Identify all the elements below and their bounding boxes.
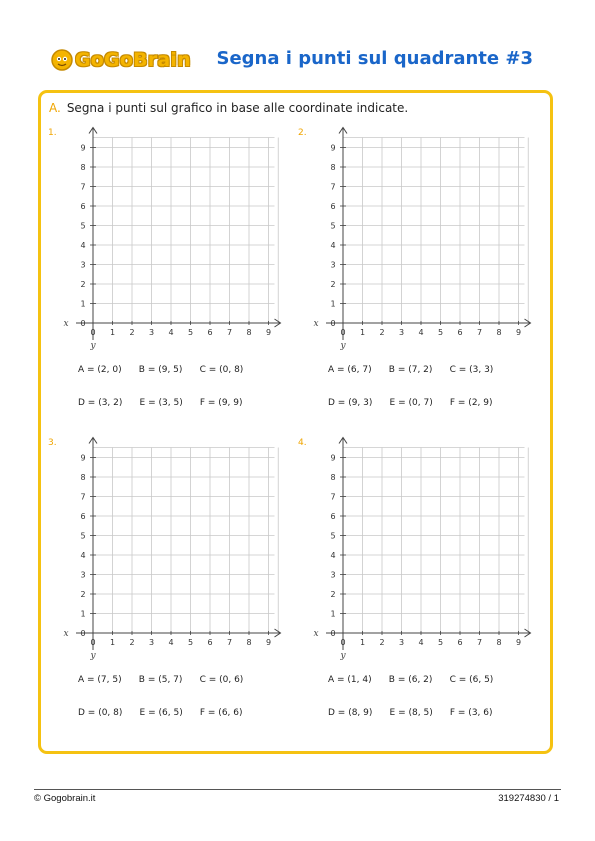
x-tick-label: 1 (359, 328, 366, 337)
y-tick-label: 7 (80, 182, 86, 192)
x-tick-label: 3 (398, 328, 405, 337)
coordinate-grid[interactable] (298, 438, 538, 668)
x-tick-label: 5 (437, 638, 444, 647)
x-tick-label: 3 (148, 328, 155, 337)
x-tick-label: 4 (418, 638, 424, 647)
exercise-number: 4. (298, 438, 307, 448)
coordinates-row-1: A = (6, 7) B = (7, 2) C = (3, 3) (328, 365, 494, 375)
x-axis-label: x (63, 629, 69, 639)
y-axis-label: y (340, 651, 346, 661)
y-tick-label: 2 (330, 590, 336, 599)
y-tick-label: 0 (80, 319, 86, 328)
x-tick-label: 6 (207, 328, 213, 337)
x-tick-label: 6 (457, 328, 463, 337)
y-tick-label: 1 (330, 299, 336, 309)
y-axis-label: y (340, 341, 346, 351)
coordinate-grid[interactable] (298, 128, 538, 358)
exercise-4 (298, 438, 538, 738)
footer-divider (34, 789, 561, 790)
coordinates-row-2: D = (3, 2) E = (3, 5) F = (9, 9) (78, 398, 243, 408)
footer-copyright: © Gogobrain.it (34, 793, 96, 804)
x-tick-label: 8 (246, 638, 252, 647)
coordinates-row-1: A = (2, 0) B = (9, 5) C = (0, 8) (78, 365, 244, 375)
y-tick-label: 5 (330, 531, 336, 541)
x-tick-label: 9 (265, 638, 272, 647)
y-tick-label: 2 (330, 280, 336, 289)
y-axis-label: y (90, 341, 96, 351)
coordinates-row-2: D = (0, 8) E = (6, 5) F = (6, 6) (78, 708, 243, 718)
exercise-number: 1. (48, 128, 57, 138)
y-tick-label: 1 (330, 609, 336, 619)
x-tick-label: 8 (496, 638, 502, 647)
instruction (49, 101, 408, 115)
x-tick-label: 8 (246, 328, 252, 337)
y-tick-label: 2 (80, 280, 86, 289)
exercise-3 (48, 438, 288, 738)
y-tick-label: 8 (80, 473, 86, 482)
footer-page-id: 319274830 / 1 (498, 793, 559, 804)
x-tick-label: 7 (226, 328, 233, 337)
y-tick-label: 0 (330, 319, 336, 328)
page-title: Segna i punti sul quadrante #3 (216, 48, 533, 69)
y-tick-label: 6 (80, 202, 86, 211)
coordinates-row-1: A = (7, 5) B = (5, 7) C = (0, 6) (78, 675, 244, 685)
x-tick-label: 7 (476, 328, 483, 337)
exercise-number: 3. (48, 438, 57, 448)
x-tick-label: 5 (187, 638, 194, 647)
y-tick-label: 3 (330, 570, 336, 580)
exercise-number: 2. (298, 128, 307, 138)
brain-mascot-icon (51, 49, 73, 71)
y-tick-label: 8 (330, 163, 336, 172)
y-tick-label: 3 (80, 260, 86, 270)
coordinate-grid[interactable] (48, 128, 288, 358)
x-axis-label: x (313, 629, 319, 639)
x-tick-label: 0 (340, 638, 346, 647)
x-tick-label: 7 (226, 638, 233, 647)
x-tick-label: 4 (168, 328, 174, 337)
y-tick-label: 1 (80, 609, 86, 619)
x-tick-label: 6 (207, 638, 213, 647)
x-tick-label: 3 (398, 638, 405, 647)
y-tick-label: 8 (330, 473, 336, 482)
y-tick-label: 7 (330, 492, 336, 502)
y-tick-label: 8 (80, 163, 86, 172)
x-tick-label: 9 (265, 328, 272, 337)
y-tick-label: 1 (80, 299, 86, 309)
x-tick-label: 2 (379, 328, 385, 337)
x-tick-label: 0 (90, 638, 96, 647)
y-tick-label: 4 (80, 551, 86, 560)
coordinates-row-1: A = (1, 4) B = (6, 2) C = (6, 5) (328, 675, 494, 685)
x-tick-label: 2 (129, 328, 135, 337)
x-tick-label: 0 (340, 328, 346, 337)
exercise-2 (298, 128, 538, 428)
y-tick-label: 9 (80, 453, 86, 463)
y-tick-label: 3 (80, 570, 86, 580)
logo-text: GoGoBrain (75, 49, 191, 71)
y-tick-label: 4 (330, 551, 336, 560)
instruction-text: Segna i punti sul grafico in base alle coordinate indicate. (66, 101, 409, 115)
x-tick-label: 9 (515, 638, 522, 647)
x-tick-label: 6 (457, 638, 463, 647)
y-tick-label: 6 (330, 512, 336, 521)
y-tick-label: 4 (80, 241, 86, 250)
x-tick-label: 4 (418, 328, 424, 337)
y-tick-label: 3 (330, 260, 336, 270)
x-tick-label: 3 (148, 638, 155, 647)
exercise-1 (48, 128, 288, 428)
y-tick-label: 5 (330, 221, 336, 231)
coordinates-row-2: D = (9, 3) E = (0, 7) F = (2, 9) (328, 398, 493, 408)
x-tick-label: 1 (109, 638, 116, 647)
x-axis-label: x (63, 319, 69, 329)
x-tick-label: 2 (129, 638, 135, 647)
y-tick-label: 7 (80, 492, 86, 502)
y-axis-label: y (90, 651, 96, 661)
y-tick-label: 5 (80, 531, 86, 541)
y-tick-label: 6 (80, 512, 86, 521)
x-tick-label: 8 (496, 328, 502, 337)
y-tick-label: 7 (330, 182, 336, 192)
y-tick-label: 5 (80, 221, 86, 231)
x-tick-label: 2 (379, 638, 385, 647)
x-tick-label: 1 (359, 638, 366, 647)
x-tick-label: 4 (168, 638, 174, 647)
x-tick-label: 5 (437, 328, 444, 337)
y-tick-label: 4 (330, 241, 336, 250)
y-tick-label: 2 (80, 590, 86, 599)
y-tick-label: 0 (330, 629, 336, 638)
y-tick-label: 9 (330, 143, 336, 153)
x-tick-label: 5 (187, 328, 194, 337)
y-tick-label: 0 (80, 629, 86, 638)
x-axis-label: x (313, 319, 319, 329)
x-tick-label: 7 (476, 638, 483, 647)
instruction-letter: A. (49, 101, 61, 115)
coordinates-row-2: D = (8, 9) E = (8, 5) F = (3, 6) (328, 708, 493, 718)
y-tick-label: 9 (330, 453, 336, 463)
x-tick-label: 0 (90, 328, 96, 337)
gogobrain-logo (51, 46, 191, 74)
x-tick-label: 1 (109, 328, 116, 337)
y-tick-label: 6 (330, 202, 336, 211)
y-tick-label: 9 (80, 143, 86, 153)
x-tick-label: 9 (515, 328, 522, 337)
coordinate-grid[interactable] (48, 438, 288, 668)
